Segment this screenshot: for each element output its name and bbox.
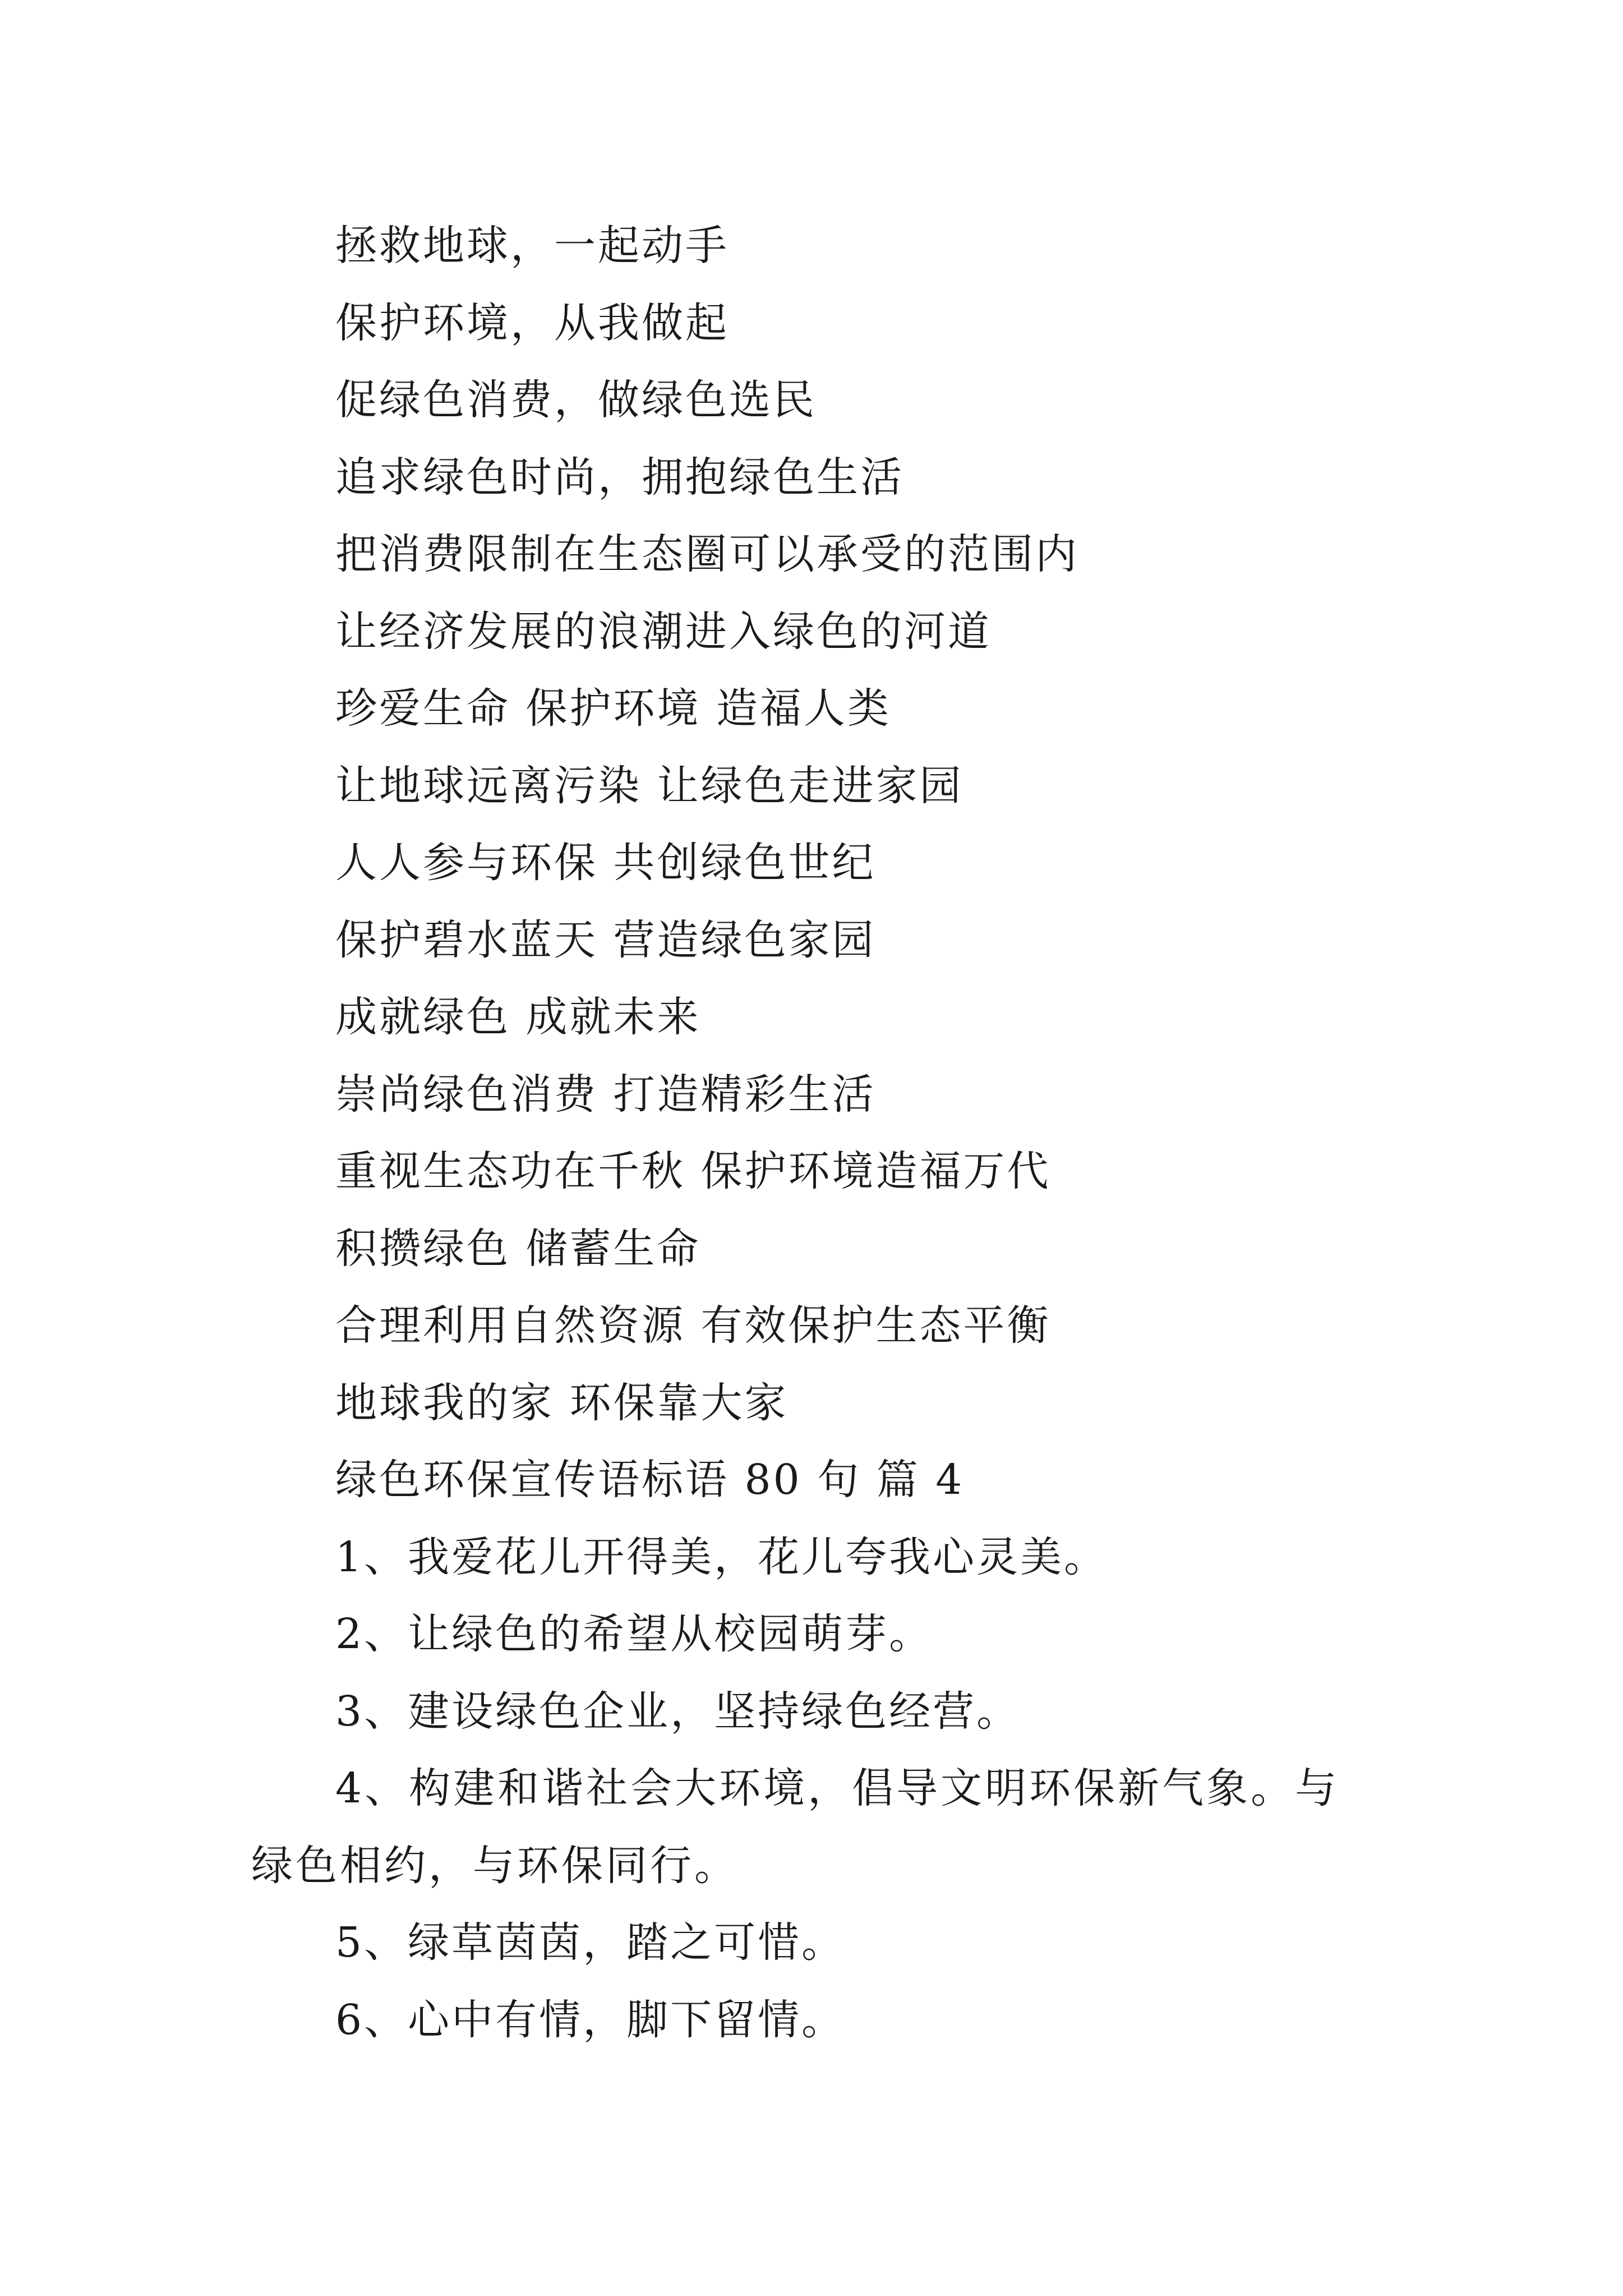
numbered-item: 5、绿草茵茵，踏之可惜。 [335, 1918, 846, 1967]
numbered-item: 4、构建和谐社会大环境，倡导文明环保新气象。与绿色相约，与环保同行。 [251, 1764, 1340, 1890]
slogan-line: 人人参与环保 共创绿色世纪 [335, 839, 876, 887]
numbered-item: 3、建设绿色企业，坚持绿色经营。 [335, 1687, 1021, 1736]
slogan-line: 崇尚绿色消费 打造精彩生活 [335, 1070, 876, 1119]
slogan-line: 促绿色消费，做绿色选民 [335, 376, 817, 424]
slogan-line: 让地球远离污染 让绿色走进家园 [335, 761, 963, 810]
slogan-line: 珍爱生命 保护环境 造福人类 [335, 684, 892, 733]
slogan-line: 合理利用自然资源 有效保护生态平衡 [335, 1301, 1051, 1350]
slogan-line: 保护环境，从我做起 [335, 298, 729, 347]
slogan-line: 把消费限制在生态圈可以承受的范围内 [335, 530, 1079, 578]
slogan-line: 重视生态功在千秋 保护环境造福万代 [335, 1147, 1051, 1195]
slogan-line: 保护碧水蓝天 营造绿色家园 [335, 915, 876, 964]
numbered-item: 6、心中有情，脚下留情。 [335, 1995, 846, 2044]
slogan-line: 积攒绿色 储蓄生命 [335, 1224, 701, 1273]
numbered-item: 2、让绿色的希望从校园萌芽。 [335, 1610, 933, 1658]
slogan-line: 拯救地球，一起动手 [335, 222, 729, 270]
document-body [251, 208, 1378, 2059]
section-heading: 绿色环保宣传语标语 80 句 篇 4 [335, 1456, 965, 1504]
slogan-line: 成就绿色 成就未来 [335, 993, 701, 1041]
slogan-line: 追求绿色时尚，拥抱绿色生活 [335, 453, 904, 501]
numbered-item: 1、我爱花儿开得美，花儿夸我心灵美。 [335, 1533, 1108, 1581]
slogan-line: 地球我的家 环保靠大家 [335, 1378, 789, 1427]
slogan-line: 让经济发展的浪潮进入绿色的河道 [335, 607, 992, 656]
